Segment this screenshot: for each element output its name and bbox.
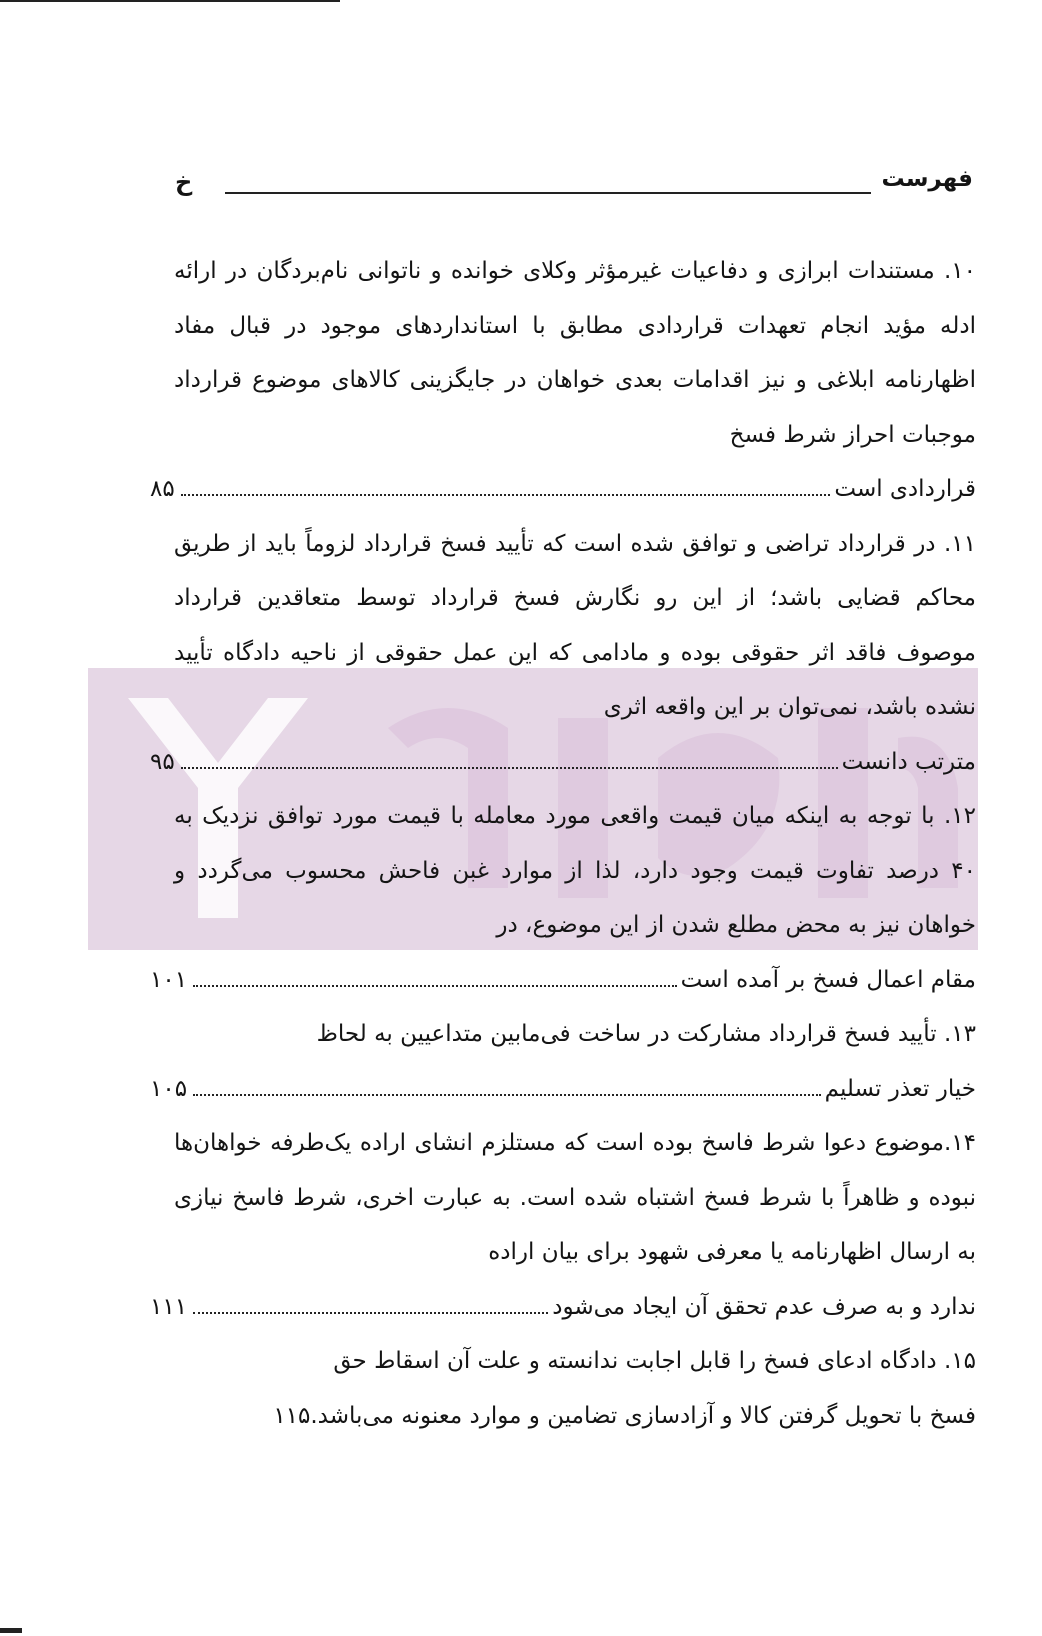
table-of-contents xyxy=(150,244,976,1443)
dot-leader xyxy=(181,494,831,496)
toc-page-number: ۱۰۵ xyxy=(150,1075,188,1102)
toc-entry[interactable] xyxy=(150,1334,976,1443)
toc-entry-tail: مترتب دانست xyxy=(841,748,976,775)
toc-page-number: ۱۰۱ xyxy=(150,966,188,993)
toc-entry[interactable] xyxy=(150,1007,976,1116)
header-rule xyxy=(225,192,871,194)
toc-entry-tail: خیار تعذر تسلیم xyxy=(824,1075,976,1102)
toc-entry[interactable] xyxy=(150,1116,976,1334)
page-number-letter: خ xyxy=(175,168,193,196)
toc-entry-text: ۱۵. دادگاه ادعای فسخ را قابل اجابت ندانسته و علت آن اسقاط حق xyxy=(333,1348,976,1374)
dot-leader xyxy=(193,985,677,987)
toc-entry-tail: قراردادی است xyxy=(834,476,976,502)
toc-entry-text: ۱۴.موضوع دعوا شرط فاسخ بوده است که مستلزم انشای اراده یک‌طرفه خواهان‌ها نبوده و ظاهراً با شرط فسخ اشتباه شده است. به عبارت اخری، شرط فاسخ نیازی به ارسال اظهارنامه یا معرفی شهود برای بیان اراده xyxy=(174,1130,976,1265)
toc-entry[interactable] xyxy=(150,517,976,790)
top-edge-rule xyxy=(0,0,340,2)
page-title: فهرست xyxy=(881,166,973,192)
toc-entry-last-line xyxy=(150,1280,976,1335)
dot-leader xyxy=(193,1094,821,1096)
toc-entry-text: ۱۲. با توجه به اینکه میان قیمت واقعی مورد معامله با قیمت مورد توافق نزدیک به ۴۰ درصد تفاوت قیمت وجود دارد، لذا از موارد غبن فاحش محسوب می‌گردد و خواهان نیز به محض مطلع شدن از این موضوع، در xyxy=(174,803,976,938)
dot-leader xyxy=(181,767,838,769)
toc-entry-tail: ندارد و به صرف عدم تحقق آن ایجاد می‌شود xyxy=(552,1293,976,1320)
toc-page-number: ۱۱۱ xyxy=(150,1293,188,1320)
toc-entry-tail: فسخ با تحویل گرفتن کالا و آزادسازی تضامین و موارد معنونه می‌باشد. xyxy=(310,1402,976,1429)
toc-entry-last-line xyxy=(150,953,976,1008)
toc-entry-last-line xyxy=(150,462,976,517)
bottom-edge-mark xyxy=(0,1628,22,1633)
toc-entry-last-line xyxy=(150,1062,976,1117)
toc-entry-tail: مقام اعمال فسخ بر آمده است xyxy=(680,966,976,993)
dot-leader xyxy=(193,1312,548,1314)
toc-entry-last-line xyxy=(150,735,976,790)
page-header xyxy=(175,166,973,206)
toc-page-number: ۱۱۵ xyxy=(273,1402,311,1429)
toc-entry-last-line xyxy=(150,1389,976,1444)
toc-entry-text: ۱۳. تأیید فسخ قرارداد مشارکت در ساخت فی‌مابین متداعیین به لحاظ xyxy=(316,1021,976,1047)
toc-entry-text: ۱۱. در قرارداد تراضی و توافق شده است که تأیید فسخ قرارداد لزوماً باید از طریق محاکم قضایی باشد؛ از این رو نگارش فسخ قرارداد توسط متعاقدین قرارداد موصوف فاقد اثر حقوقی بوده و مادامی که این عمل حقوقی از ناحیه دادگاه تأیید نشده باشد، نمی‌توان بر این واقعه اثری xyxy=(174,530,976,720)
toc-page-number: ۸۵ xyxy=(150,476,175,502)
toc-page-number: ۹۵ xyxy=(150,748,175,775)
toc-entry-text: ۱۰. مستندات ابرازی و دفاعیات غیرمؤثر وکلای خوانده و ناتوانی نام‌بردگان در ارائه ادله مؤید انجام تعهدات قراردادی مطابق با استانداردهای موجود در قبال مفاد اظهارنامه ابلاغی و نیز اقدامات بعدی خواهان در جایگزینی کالاهای موضوع قرارداد موجبات احراز شرط فسخ xyxy=(174,258,976,448)
toc-entry[interactable] xyxy=(150,789,976,1007)
toc-entry[interactable] xyxy=(150,244,976,517)
